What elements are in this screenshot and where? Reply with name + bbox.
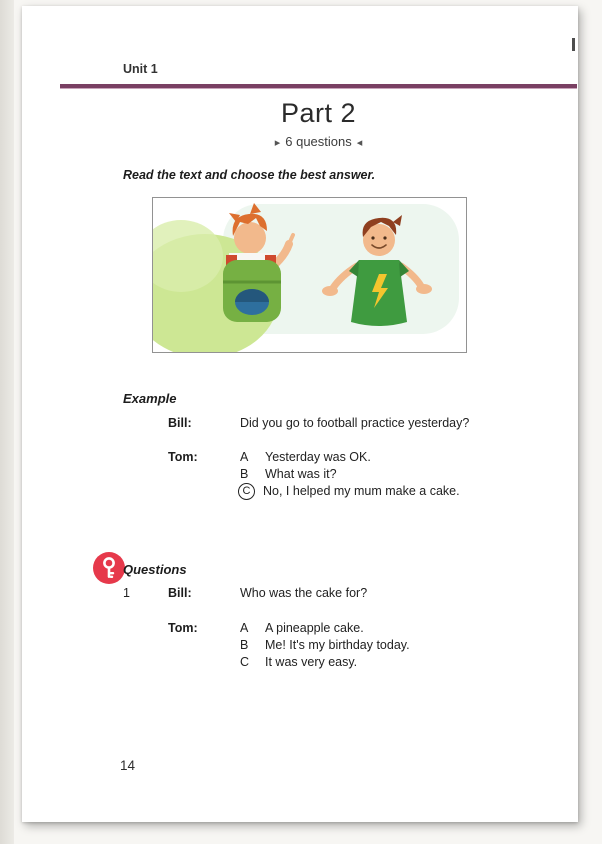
option-letter: C (240, 655, 250, 669)
header-rule (60, 84, 577, 89)
part-subtitle (60, 134, 577, 149)
dialogue-prompt-row (168, 415, 469, 432)
left-triangle-icon: ◂ (356, 137, 363, 149)
option-letter: B (240, 467, 249, 481)
unit-label: Unit 1 (123, 62, 158, 76)
question-number: 1 (123, 586, 130, 600)
option-row (240, 637, 410, 654)
option-text: It was very easy. (265, 655, 358, 669)
option-text: What was it? (265, 467, 337, 481)
option-letter: A (240, 621, 249, 635)
option-row-selected (240, 483, 460, 500)
subtitle-text: 6 questions (285, 134, 352, 149)
page-number: 14 (120, 758, 136, 773)
option-text: A pineapple cake. (265, 621, 364, 635)
question-1-dialogue (168, 585, 410, 671)
options-list (240, 449, 460, 500)
key-badge (93, 552, 125, 584)
key-icon (93, 552, 125, 584)
option-text: No, I helped my mum make a cake. (263, 484, 460, 498)
scan-artifact (572, 38, 575, 51)
two-boys-talking-illustration (153, 198, 466, 352)
dialogue-text: Did you go to football practice yesterday? (240, 416, 470, 430)
option-row (240, 654, 410, 671)
example-dialogue (168, 415, 469, 500)
book-edge-strip (0, 0, 14, 844)
options-list (240, 620, 410, 671)
dialogue-text: Who was the cake for? (240, 586, 368, 600)
example-heading: Example (123, 391, 177, 406)
dialogue-illustration (152, 197, 467, 353)
instruction-text: Read the text and choose the best answer. (123, 168, 376, 182)
questions-heading: Questions (123, 562, 187, 577)
speaker-label: Bill: (168, 416, 192, 430)
option-letter: B (240, 638, 249, 652)
right-triangle-icon: ▸ (274, 137, 281, 149)
part-title: Part 2 (280, 98, 357, 128)
option-text: Yesterday was OK. (265, 450, 371, 464)
speaker-label: Tom: (168, 450, 198, 464)
option-text: Me! It's my birthday today. (265, 638, 410, 652)
option-row (240, 466, 460, 483)
option-row (240, 449, 460, 466)
option-row (240, 620, 410, 637)
speaker-label: Tom: (168, 621, 198, 635)
speaker-label: Bill: (168, 586, 192, 600)
dialogue-prompt-row (168, 585, 410, 602)
option-letter-circled: C (238, 483, 255, 500)
option-letter: A (240, 450, 249, 464)
dialogue-response-row (168, 449, 469, 500)
textbook-page (22, 6, 578, 822)
dialogue-response-row (168, 620, 410, 671)
